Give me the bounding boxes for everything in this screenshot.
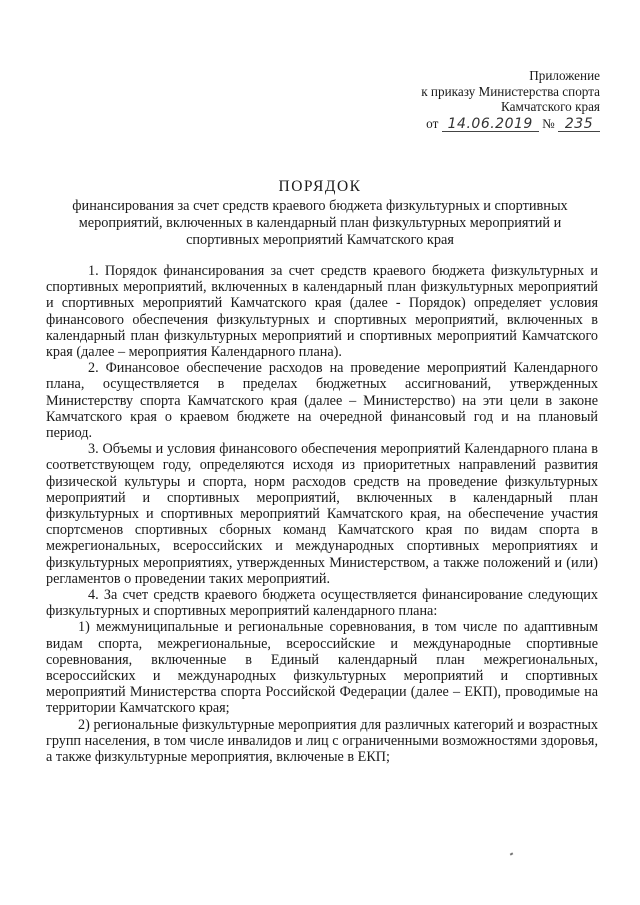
document-title: ПОРЯДОК xyxy=(278,178,362,195)
appendix-label: Приложение xyxy=(529,68,600,83)
document-title-block xyxy=(40,178,600,249)
order-reference: к приказу Министерства спорта xyxy=(421,83,600,99)
clause-3: 3. Объемы и условия финансового обеспечения мероприятий Календарного плана в соответствующем году, определяются исходя из приоритетных направлений развития физической культуры и спорта, норм расходов средств на проведение физкультурных мероприятий и спортивных мероприятий, включенных в календарный план физкультурных и спортивных мероприятий Камчатского края, на обеспечение участия спортсменов спортивных сборных команд Камчатского края по видам спорта в межрегиональных, всероссийских и международных спортивных мероприятиях и физкультурных мероприятиях, утвержденных Министерством, а также положений и (или) регламентов о проведении таких мероприятий. xyxy=(46,441,598,587)
region-name: Камчатского края xyxy=(501,99,600,114)
clause-4-item-2: 2) региональные физкультурные мероприятия для различных категорий и возрастных групп населения, в том числе инвалидов и лиц с ограниченными возможностями здоровья, а также физкультурные мероприятия, включеные в ЕКП; xyxy=(46,716,598,766)
document-subtitle-line-1: финансирования за счет средств краевого бюджета физкультурных и спортивных xyxy=(72,198,568,214)
from-label: от xyxy=(426,115,439,131)
clause-1: 1. Порядок финансирования за счет средств краевого бюджета физкультурных и спортивных мероприятий, включенных в календарный план физкультурных мероприятий и спортивных мероприятий Камчатского края (далее - Порядок) определяет условия финансового обеспечения физкультурных и спортивных мероприятий, включенных в календарный план физкультурных мероприятий и спортивных мероприятий Камчатского края (далее – мероприятия Календарного плана). xyxy=(46,263,598,361)
handwritten-date: 14.06.2019 xyxy=(442,117,539,132)
appendix-header xyxy=(370,68,600,132)
order-date-number-line xyxy=(370,116,600,132)
clause-4-item-1: 1) межмуниципальные и региональные соревнования, в том числе по адаптивным видам спорта, межрегиональные, всероссийские и международные спортивные соревнования, включенные в Единый календарный план межрегиональных, всероссийских и международных физкультурных мероприятий и спортивных мероприятий Министерства спорта Российской Федерации (далее – ЕКП), проводимые на территории Камчатского края; xyxy=(46,619,598,717)
scan-speck xyxy=(510,852,514,855)
handwritten-order-number: 235 xyxy=(558,117,600,132)
clause-2: 2. Финансовое обеспечение расходов на проведение мероприятий Календарного плана, осуществляется в пределах бюджетных ассигнований, утвержденных Министерству спорта Камчатского края (далее – Министерство) на эти цели в законе Камчатского края о краевом бюджете на очередной финансовый год и на плановый период. xyxy=(46,360,598,442)
document-subtitle-line-3: спортивных мероприятий Камчатского края xyxy=(186,232,454,248)
clause-4: 4. За счет средств краевого бюджета осуществляется финансирование следующих физкультурных и спортивных мероприятий календарного плана: xyxy=(46,587,598,620)
number-label: № xyxy=(542,115,555,131)
document-subtitle-line-2: мероприятий, включенных в календарный план физкультурных мероприятий и xyxy=(78,215,562,231)
document-body xyxy=(46,263,598,765)
